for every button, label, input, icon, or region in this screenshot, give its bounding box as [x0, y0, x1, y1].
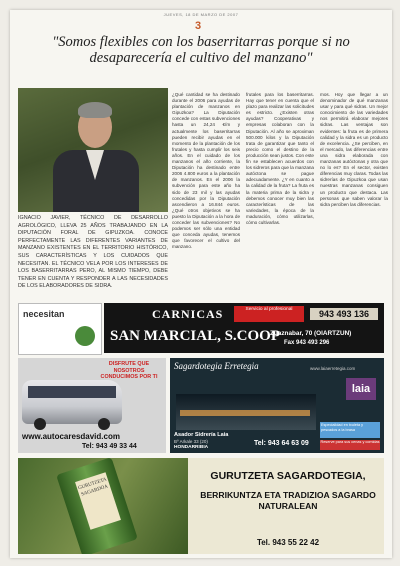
ad-carnicas[interactable] [104, 303, 384, 353]
ad-carnicas-phone: 943 493 136 [310, 308, 378, 320]
bus-window [28, 386, 116, 398]
newspaper-page [10, 10, 392, 558]
ad-carnicas-name: SAN MARCIAL, S.COOP [110, 328, 281, 344]
ad-laia-specialty: Especialidad en txuleta y pescados a la brasa [320, 422, 380, 438]
interview-photo [18, 88, 168, 212]
ad-gurutzeta[interactable] [18, 458, 384, 554]
ad-gurutzeta-subtitle: BERRIKUNTZA ETA TRADIZIOA SAGARDO NATURALEAN [200, 490, 376, 511]
ad-carnicas-brand: CARNICAS [152, 307, 224, 321]
ad-laia-phone: Tel: 943 64 63 09 [254, 440, 309, 447]
photo-figure-hair [78, 102, 112, 118]
article-column-1: ¿Qué cantidad se ha destinado durante el 2006 para ayudas de plantación de manzanos en Gipuzkoa? La Diputación concede con estas subvenciones hasta un 24,24 €/m y actualmente los baserritarras pueden recibir ayudas en el momento de la plantación de los frutales y hasta cumplir los seis años. En el cuidado de los manzanos el año corriente, la Diputación ha destinado entre 2006 4.800 euros a la plantación de manzanos. En el 2006 la subvención para este año ha sido de 23 mil y las ayudas concedidas por la Diputación ascendieron a 16.844 euros. ¿Qué otros objetivos se ha puesto la Diputación a la hora de conceder las subvenciones? No podemos ser sólo una entidad que conceda ayudas, tenemos que favorecer el cultivo del manzano. [172, 92, 240, 250]
ad-necesitan[interactable] [18, 303, 102, 355]
ad-gurutzeta-phone: Tel. 943 55 22 42 [256, 538, 320, 547]
article-column-2: frutales para los baserritarras. Hay que tener en cuenta que el plazo para realizar las solicitudes es estricto. ¿Existen otras ayudas? Cooperativas y empresas colaboran con la Diputación. Al año se aproximan 500.000 kilos y la Diputación trata de garantizar que tanto el precio como el destino de la producción sean justos. Con este fin se establecen acuerdos con los sidreros para que la manzana autóctona se pague adecuadamente. ¿Y en cuanto a la calidad de la fruta? La fruta es la materia prima de la sidra y debemos conocer muy bien las características de las variedades, la época de la maduración, cómo utilizarlas, cómo cultivarlas. [246, 92, 314, 225]
ad-autocares-web-link[interactable]: www.autocaresdavid.com [22, 432, 120, 441]
ad-laia-town: HONDARRIBIA [174, 445, 209, 450]
ad-carnicas-fax: Fax 943 493 296 [284, 340, 330, 346]
ad-laia-title: Sagardotegia Erretegia [174, 361, 259, 371]
ad-laia-logo: laia [346, 378, 376, 400]
ad-carnicas-service: Servicio al profesional [234, 306, 304, 322]
ad-carnicas-address: Zuaznabar, 70 (OIARTZUN) [270, 330, 352, 337]
ad-necesitan-title: necesitan [23, 309, 65, 319]
restaurant-lights [180, 410, 310, 416]
page-date-header: JUEVES, 18 DE MARZO DE 2007 [163, 12, 239, 17]
article-column-3: mos. Hoy que llegar a un denominador de qué manzanas usar y para qué sidras. Un mejor conocimiento de las variedades nos permitirá elaborar mejores sidras. Las ventajas son evidentes: la fruta es de primera calidad y la sidra es un producto de excelencia. ¿Se perciben, en el mercado, las diferencias entre una sidra elaborada con manzanas autóctonas y otra que no lo es? En el sector, existen diferencias muy claras. Todas las sidrerías de Gipuzkoa que usan nuestras manzanas consiguen un producto que destaca. Las personas que saben valorar la sidra perciben las diferencias. [320, 92, 388, 207]
cider-bottle-label: GURUTZETA SAGARDOA [75, 472, 121, 529]
ad-autocares-slogan: DISFRUTE QUE NOSOTROS CONDUCIMOS POR TI [100, 361, 158, 381]
ad-laia-name: Asador Sidrería Laia [174, 432, 229, 438]
ad-laia-reserve: Reserve para sus cenas y comidas [320, 440, 380, 450]
photo-caption: IGNACIO JAVIER, TÉCNICO DE DESARROLLO AGROLÓGICO, LLEVA 25 AÑOS TRABAJANDO EN LA DIPUTACIÓN FORAL DE GIPUZKOA. CONOCE PERFECTAMENTE LAS DIFERENTES VARIANTES DE MANZANO EXISTENTES EN EL TERRITORIO HISTÓRICO, SUS CARACTERÍSTICAS Y LOS CUIDADOS QUE NECESITAN. EL TÉCNICO VELA POR LOS INTERESES DE LOS BASERRITARRAS PERO, AL MISMO TIEMPO, DEBE TENER EN CUENTA Y RESPONDER A LAS NECESIDADES DE LOS ELABORADORES DE SIDRA. [18, 215, 168, 290]
bus-wheel-front [34, 418, 46, 430]
ad-laia-web-link[interactable]: www.laiaerretegia.com [310, 366, 356, 371]
ad-gurutzeta-title: GURUTZETA SAGARDOTEGIA, [210, 470, 366, 482]
article-headline: "Somos flexibles con los baserritarras porque si no desaparecería el cultivo del manzano" [52, 34, 350, 66]
ad-laia-address: Bº Arkale 33 (20) [174, 439, 208, 444]
ad-necesitan-logo-icon [75, 326, 95, 346]
ad-autocares-phone: Tel: 943 49 33 44 [82, 443, 137, 450]
ad-laia[interactable] [170, 358, 384, 453]
ad-autocares[interactable] [18, 358, 166, 453]
bus-wheel-rear [98, 418, 110, 430]
page-number: 3 [195, 20, 202, 32]
